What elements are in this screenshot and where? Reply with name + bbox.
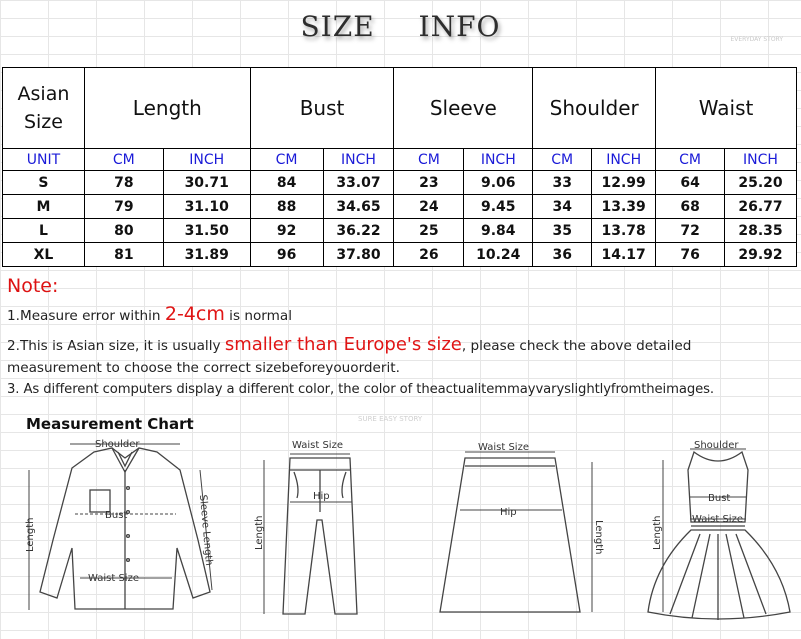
note-text: is normal bbox=[224, 308, 292, 324]
unit-cell: CM bbox=[84, 149, 163, 171]
unit-cell: INCH bbox=[592, 149, 656, 171]
table-cell: 96 bbox=[250, 243, 323, 267]
dress-waist-label: Waist Size bbox=[692, 514, 743, 525]
table-cell: 13.39 bbox=[592, 195, 656, 219]
table-cell: 34.65 bbox=[323, 195, 394, 219]
shirt-waist-label: Waist Size bbox=[88, 573, 139, 584]
shirt-shoulder-label: Shoulder bbox=[95, 439, 140, 450]
measurement-diagrams bbox=[0, 405, 801, 639]
note-text: 1.Measure error within bbox=[7, 308, 165, 324]
chart-watermark: SURE EASY STORY bbox=[358, 415, 423, 423]
table-cell: 26.77 bbox=[725, 195, 797, 219]
unit-cell: CM bbox=[394, 149, 464, 171]
table-cell: 92 bbox=[250, 219, 323, 243]
table-cell: 29.92 bbox=[725, 243, 797, 267]
table-cell: 13.78 bbox=[592, 219, 656, 243]
shirt-sleeve-label: Sleeve Length bbox=[197, 494, 215, 567]
table-cell: 81 bbox=[84, 243, 163, 267]
shirt-pocket bbox=[90, 490, 110, 512]
table-header-row bbox=[3, 68, 797, 149]
table-cell: 9.06 bbox=[464, 171, 533, 195]
dress-skirt bbox=[648, 530, 790, 619]
note-line-2 bbox=[7, 334, 797, 357]
note-text: , please check the above detailed bbox=[461, 338, 692, 354]
header-asian-size bbox=[3, 68, 85, 149]
table-cell: 25 bbox=[394, 219, 464, 243]
skirt-diagram bbox=[440, 452, 592, 612]
note-highlight: smaller than Europe's size bbox=[224, 334, 462, 355]
table-cell: 14.17 bbox=[592, 243, 656, 267]
dress-folds bbox=[670, 534, 766, 620]
unit-cell: CM bbox=[656, 149, 725, 171]
dress-diagram bbox=[648, 449, 790, 620]
header-length: Length bbox=[84, 68, 250, 149]
table-row bbox=[3, 219, 797, 243]
size-label: S bbox=[3, 171, 85, 195]
pants-length-label: Length bbox=[254, 515, 265, 550]
unit-row bbox=[3, 149, 797, 171]
size-table bbox=[2, 67, 797, 267]
shirt-button bbox=[127, 487, 130, 490]
table-cell: 76 bbox=[656, 243, 725, 267]
table-cell: 9.45 bbox=[464, 195, 533, 219]
header-bust: Bust bbox=[250, 68, 394, 149]
note-title: Note: bbox=[7, 275, 59, 297]
unit-cell: INCH bbox=[464, 149, 533, 171]
dress-shoulder-label: Shoulder bbox=[694, 440, 739, 451]
size-label: M bbox=[3, 195, 85, 219]
table-cell: 25.20 bbox=[725, 171, 797, 195]
table-cell: 84 bbox=[250, 171, 323, 195]
table-cell: 12.99 bbox=[592, 171, 656, 195]
note-line-3: 3. As different computers display a different color, the color of theactualitemmayvaryslightlyfromtheimages. bbox=[7, 382, 714, 397]
table-cell: 28.35 bbox=[725, 219, 797, 243]
measurement-chart-title: Measurement Chart bbox=[26, 415, 194, 433]
skirt-length-label: Length bbox=[593, 520, 604, 555]
table-cell: 36.22 bbox=[323, 219, 394, 243]
table-cell: 33.07 bbox=[323, 171, 394, 195]
unit-cell: CM bbox=[250, 149, 323, 171]
table-cell: 23 bbox=[394, 171, 464, 195]
table-cell: 35 bbox=[533, 219, 592, 243]
unit-cell: INCH bbox=[725, 149, 797, 171]
table-cell: 37.80 bbox=[323, 243, 394, 267]
diagram-labels bbox=[25, 415, 743, 584]
table-cell: 36 bbox=[533, 243, 592, 267]
table-row bbox=[3, 243, 797, 267]
table-cell: 10.24 bbox=[464, 243, 533, 267]
dress-bodice bbox=[688, 452, 748, 522]
table-cell: 68 bbox=[656, 195, 725, 219]
shirt-button bbox=[127, 559, 130, 562]
table-row bbox=[3, 171, 797, 195]
table-cell: 33 bbox=[533, 171, 592, 195]
page-title: SIZE INFO bbox=[300, 10, 501, 43]
table-cell: 31.50 bbox=[163, 219, 250, 243]
table-cell: 9.84 bbox=[464, 219, 533, 243]
note-line-2b: measurement to choose the correct sizebeforeyouorderit. bbox=[7, 360, 400, 376]
header-sleeve: Sleeve bbox=[394, 68, 533, 149]
shirt-length-label: Length bbox=[25, 517, 36, 552]
note-highlight: 2-4cm bbox=[164, 303, 225, 325]
header-asian-line1: Asian bbox=[17, 83, 70, 105]
size-label: L bbox=[3, 219, 85, 243]
table-cell: 78 bbox=[84, 171, 163, 195]
pants-hip-label: Hip bbox=[313, 491, 330, 502]
table-cell: 34 bbox=[533, 195, 592, 219]
unit-cell: CM bbox=[533, 149, 592, 171]
table-row bbox=[3, 195, 797, 219]
note-text: 2.This is Asian size, it is usually bbox=[7, 338, 225, 354]
table-cell: 31.89 bbox=[163, 243, 250, 267]
header-shoulder: Shoulder bbox=[533, 68, 656, 149]
skirt-outline bbox=[440, 458, 580, 612]
shirt-diagram bbox=[29, 444, 215, 610]
pants-diagram bbox=[264, 454, 357, 614]
table-cell: 80 bbox=[84, 219, 163, 243]
skirt-waist-label: Waist Size bbox=[478, 442, 529, 453]
unit-cell: INCH bbox=[163, 149, 250, 171]
table-cell: 31.10 bbox=[163, 195, 250, 219]
table-cell: 88 bbox=[250, 195, 323, 219]
table-cell: 79 bbox=[84, 195, 163, 219]
skirt-hip-label: Hip bbox=[500, 507, 517, 518]
notes-section bbox=[7, 275, 797, 401]
table-cell: 64 bbox=[656, 171, 725, 195]
pants-waist-label: Waist Size bbox=[292, 440, 343, 451]
header-asian-line2: Size bbox=[23, 111, 63, 133]
dress-bust-label: Bust bbox=[708, 493, 731, 504]
header-waist: Waist bbox=[656, 68, 797, 149]
size-label: XL bbox=[3, 243, 85, 267]
unit-cell: INCH bbox=[323, 149, 394, 171]
table-cell: 26 bbox=[394, 243, 464, 267]
shirt-bust-label: Bust bbox=[105, 510, 128, 521]
table-cell: 72 bbox=[656, 219, 725, 243]
table-cell: 30.71 bbox=[163, 171, 250, 195]
note-line-1 bbox=[7, 303, 797, 327]
unit-label: UNIT bbox=[3, 149, 85, 171]
table-cell: 24 bbox=[394, 195, 464, 219]
shirt-button bbox=[127, 535, 130, 538]
dress-length-label: Length bbox=[652, 515, 663, 550]
watermark: EVERYDAY STORY bbox=[730, 36, 783, 43]
